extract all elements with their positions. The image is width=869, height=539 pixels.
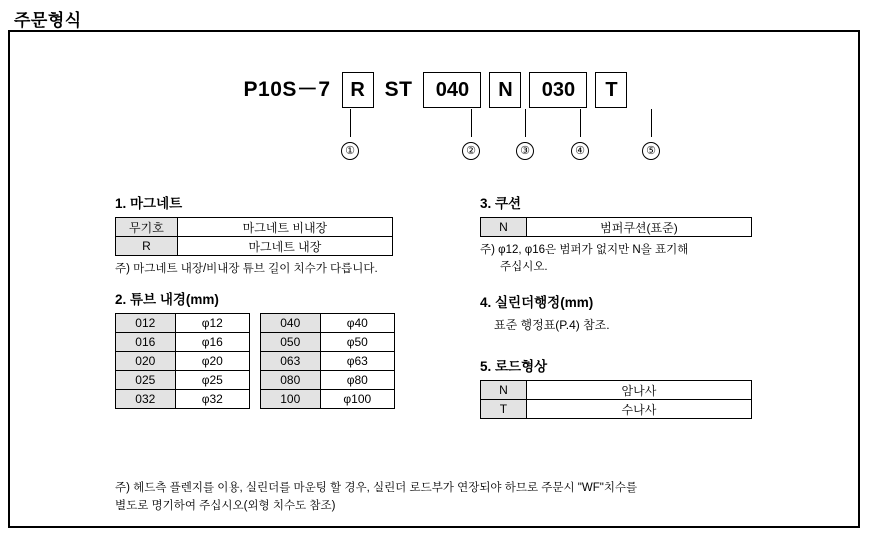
- magnet-note: 주) 마그네트 내장/비내장 튜브 길이 치수가 다릅니다.: [115, 263, 378, 275]
- rod-desc-cell: 수나사: [526, 400, 751, 419]
- table-row: [116, 313, 250, 332]
- table-row: [261, 389, 395, 408]
- bottom-note-line1: 주) 헤드측 플렌지를 이용, 실린더를 마운팅 할 경우, 실린더 로드부가 연장되야 하므로 주문시 "WF"치수를: [115, 482, 638, 494]
- stroke-section-heading: 4. 실린더행정(mm): [480, 295, 594, 311]
- table-row: [261, 332, 395, 351]
- table-row: [116, 237, 393, 256]
- rod-code-cell: N: [481, 381, 527, 400]
- marker-stem-2: [471, 109, 472, 137]
- cushion-section-heading: 3. 쿠션: [480, 196, 522, 211]
- table-row: [481, 218, 752, 237]
- rod-code-cell: T: [481, 400, 527, 419]
- marker-circle-1: ①: [341, 142, 359, 160]
- left-column: [115, 192, 465, 409]
- table-row: [116, 332, 250, 351]
- table-row: [116, 389, 250, 408]
- page-title: 주문형식: [14, 11, 82, 30]
- cushion-code-cell: N: [481, 218, 527, 237]
- bore-table-right: [260, 313, 395, 409]
- bore-dia-cell: φ40: [320, 313, 394, 332]
- magnet-section-heading: 1. 마그네트: [115, 196, 183, 211]
- bore-table-left: [115, 313, 250, 409]
- cushion-desc-cell: 범퍼쿠션(표준): [526, 218, 751, 237]
- bottom-note-line2: 별도로 명기하여 주십시오(외형 치수도 참조): [115, 499, 336, 512]
- bore-dia-cell: φ16: [175, 332, 249, 351]
- bore-code-cell: 016: [116, 332, 176, 351]
- bore-code-cell: 040: [261, 313, 321, 332]
- bore-dia-cell: φ50: [320, 332, 394, 351]
- bore-code-cell: 050: [261, 332, 321, 351]
- bottom-note: [115, 480, 795, 516]
- marker-circle-3: ③: [516, 142, 534, 160]
- table-row: [481, 400, 752, 419]
- bore-code-cell: 020: [116, 351, 176, 370]
- marker-circle-2: ②: [462, 142, 480, 160]
- order-code-series-text: ST: [384, 78, 413, 101]
- order-code-prefix: P10S－7: [243, 78, 331, 101]
- magnet-table: [115, 217, 393, 256]
- order-code-magnet-cell[interactable]: R: [342, 72, 374, 108]
- magnet-code-cell: R: [116, 237, 178, 256]
- bore-dia-cell: φ25: [175, 370, 249, 389]
- bore-code-cell: 012: [116, 313, 176, 332]
- cushion-note-line2: 주십시오.: [500, 260, 548, 273]
- order-code-cushion-cell[interactable]: N: [489, 72, 521, 108]
- bore-code-cell: 063: [261, 351, 321, 370]
- bore-dia-cell: φ12: [175, 313, 249, 332]
- rod-section-heading: 5. 로드형상: [480, 359, 548, 375]
- table-row: [481, 381, 752, 400]
- bore-code-cell: 080: [261, 370, 321, 389]
- order-code-stroke-cell[interactable]: 030: [529, 72, 587, 108]
- marker-circle-5: ⑤: [642, 142, 660, 160]
- bore-code-cell: 032: [116, 389, 176, 408]
- bore-code-cell: 025: [116, 370, 176, 389]
- rod-desc-cell: 암나사: [526, 381, 751, 400]
- bore-dia-cell: φ100: [320, 389, 394, 408]
- marker-stem-1: [350, 109, 351, 137]
- rod-table: [480, 380, 752, 419]
- order-code-bore-cell[interactable]: 040: [423, 72, 481, 108]
- order-format-panel: [8, 30, 860, 528]
- table-row: [116, 370, 250, 389]
- table-row: [261, 370, 395, 389]
- marker-stem-3: [525, 109, 526, 137]
- marker-stem-4: [580, 109, 581, 137]
- table-row: [261, 351, 395, 370]
- magnet-desc-cell: 마그네트 내장: [177, 237, 392, 256]
- bore-dia-cell: φ20: [175, 351, 249, 370]
- bore-dia-cell: φ32: [175, 389, 249, 408]
- right-column: [480, 192, 790, 419]
- stroke-section-subtext: 표준 행정표(P.4) 참조.: [494, 318, 610, 333]
- order-code-rod-cell[interactable]: T: [595, 72, 627, 108]
- bore-dia-cell: φ63: [320, 351, 394, 370]
- bore-code-cell: 100: [261, 389, 321, 408]
- cushion-table: [480, 217, 752, 237]
- bore-tables: [115, 313, 465, 409]
- marker-circles: [10, 145, 858, 192]
- order-code-row: [10, 72, 858, 108]
- bore-table-gap: [250, 313, 260, 409]
- table-row: [116, 351, 250, 370]
- cushion-note-line1: 주) φ12, φ16은 범퍼가 없지만 N을 표기해: [480, 244, 689, 256]
- magnet-desc-cell: 마그네트 비내장: [177, 218, 392, 237]
- marker-stem-5: [651, 109, 652, 137]
- table-row: [116, 218, 393, 237]
- marker-circle-4: ④: [571, 142, 589, 160]
- table-row: [261, 313, 395, 332]
- bore-section-heading: 2. 튜브 내경(mm): [115, 291, 219, 307]
- bore-dia-cell: φ80: [320, 370, 394, 389]
- magnet-code-cell: 무기호: [116, 218, 178, 237]
